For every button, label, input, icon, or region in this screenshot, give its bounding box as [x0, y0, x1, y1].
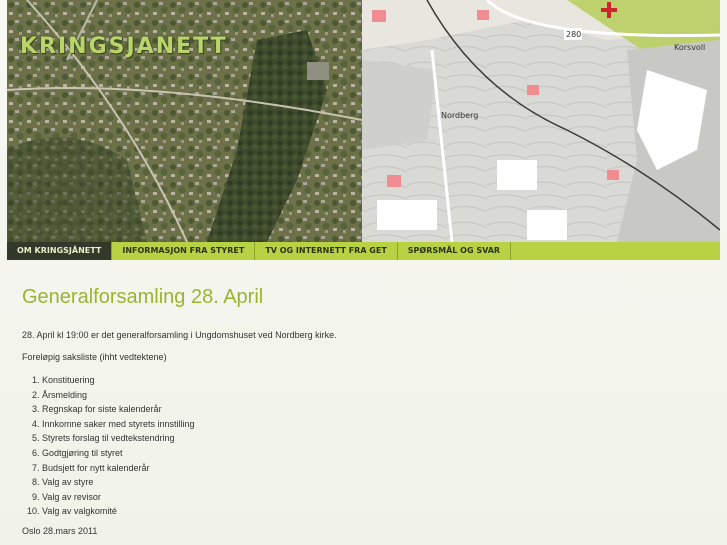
agenda-item: 8. Valg av styre [42, 475, 195, 490]
agenda-item: 7. Budsjett for nytt kalenderår [42, 461, 195, 476]
nav-item-om-kringsjanett[interactable]: OM KRINGSJÅNETT [7, 242, 112, 260]
nav-item-tv-og-internett[interactable]: TV OG INTERNETT FRA GET [255, 242, 397, 260]
agenda-item: 6. Godtgjøring til styret [42, 446, 195, 461]
article-signoff: Oslo 28.mars 2011 [22, 526, 98, 536]
agenda-item: 2. Årsmelding [42, 388, 195, 403]
agenda-item: 10. Valg av valgkomité [42, 504, 195, 519]
map-label-road: 280 [566, 30, 582, 39]
agenda-list [22, 373, 195, 519]
article [22, 286, 702, 536]
agenda-item: 5. Styrets forslag til vedtekstendring [42, 431, 195, 446]
nav-item-informasjon-fra-styret[interactable]: INFORMASJON FRA STYRET [112, 242, 255, 260]
map-label-nordberg: Nordberg [441, 111, 479, 120]
site-title[interactable]: KRINGSJANETT [20, 34, 228, 59]
header-banner [7, 0, 720, 242]
agenda-item: 4. Innkomne saker med styrets innstilling [42, 417, 195, 432]
nav-item-sporsmal-og-svar[interactable]: SPØRSMÅL OG SVAR [398, 242, 511, 260]
agenda-heading: Foreløpig saksliste (ihht vedtektene) [22, 352, 167, 362]
agenda-item: 1. Konstituering [42, 373, 195, 388]
main-nav [7, 242, 720, 260]
article-intro: 28. April kl 19:00 er det generalforsamling i Ungdomshuset ved Nordberg kirke. [22, 330, 337, 340]
article-title: Generalforsamling 28. April [22, 286, 264, 308]
agenda-item: 3. Regnskap for siste kalenderår [42, 402, 195, 417]
agenda-item: 9. Valg av revisor [42, 490, 195, 505]
map-label-korsvoll: Korsvoll [674, 43, 706, 52]
